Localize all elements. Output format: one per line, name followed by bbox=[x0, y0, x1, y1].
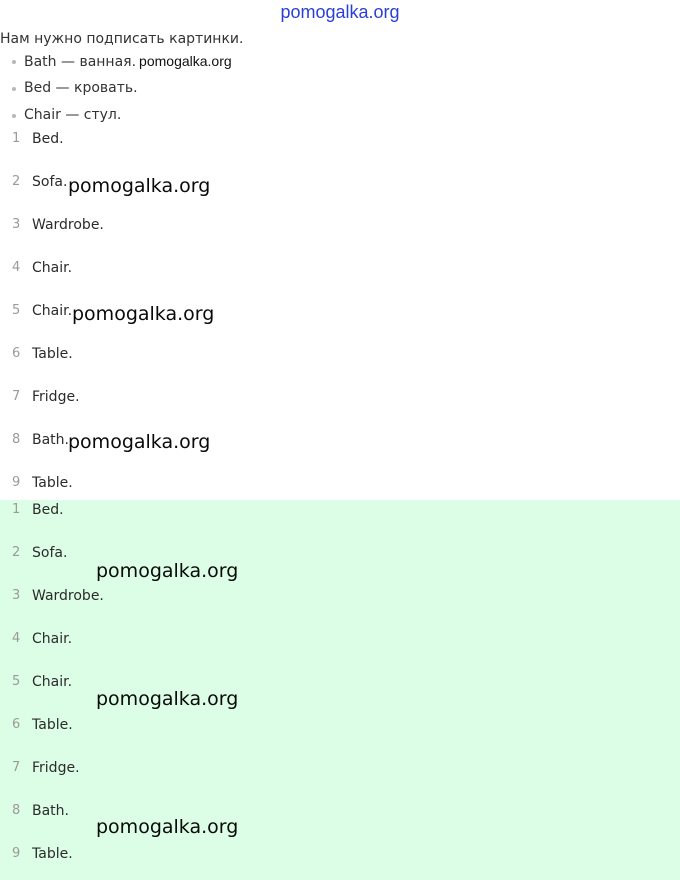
answer-text: Bath. bbox=[32, 803, 69, 819]
answer-number: 1 bbox=[12, 502, 21, 517]
vocabulary-item bbox=[12, 52, 232, 79]
watermark: pomogalka.org bbox=[96, 816, 239, 838]
answer-text: Chair. bbox=[32, 674, 73, 690]
answer-number: 3 bbox=[12, 217, 21, 232]
answer-number: 7 bbox=[12, 760, 21, 775]
answer-text: Table. bbox=[32, 475, 73, 491]
vocabulary-text: Chair — стул. bbox=[24, 107, 122, 123]
answer-number: 7 bbox=[12, 389, 21, 404]
watermark: pomogalka.org bbox=[96, 560, 239, 582]
answer-row bbox=[0, 629, 680, 649]
answer-text: Wardrobe. bbox=[32, 217, 104, 233]
bullet-icon bbox=[12, 114, 16, 118]
vocabulary-item bbox=[12, 79, 232, 106]
answer-text: Wardrobe. bbox=[32, 588, 104, 604]
answer-text: Table. bbox=[32, 346, 73, 362]
answer-row bbox=[0, 258, 680, 278]
answer-text: Chair. bbox=[32, 631, 73, 647]
answer-text: Fridge. bbox=[32, 760, 80, 776]
answer-number: 6 bbox=[12, 717, 21, 732]
answer-number: 8 bbox=[12, 803, 21, 818]
answer-text: Sofa. bbox=[32, 545, 68, 561]
answer-text: Table. bbox=[32, 846, 73, 862]
inline-watermark: pomogalka.org bbox=[139, 53, 232, 69]
answer-number: 9 bbox=[12, 475, 21, 490]
answer-text: Chair. bbox=[32, 260, 73, 276]
vocabulary-text: Bed — кровать. bbox=[24, 80, 138, 96]
watermark: pomogalka.org bbox=[68, 431, 211, 453]
answer-number: 3 bbox=[12, 588, 21, 603]
answer-number: 2 bbox=[12, 174, 21, 189]
answer-number: 5 bbox=[12, 303, 21, 318]
answer-text: Bath. bbox=[32, 432, 69, 448]
answer-text: Bed. bbox=[32, 502, 64, 518]
bullet-icon bbox=[12, 60, 16, 64]
answer-row bbox=[0, 500, 680, 520]
answer-number: 4 bbox=[12, 260, 21, 275]
answer-text: Chair. bbox=[32, 303, 73, 319]
answer-text: Table. bbox=[32, 717, 73, 733]
vocabulary-text: Bath — ванная. bbox=[24, 54, 137, 70]
answer-number: 5 bbox=[12, 674, 21, 689]
answer-row bbox=[0, 473, 680, 493]
answer-number: 2 bbox=[12, 545, 21, 560]
answer-number: 8 bbox=[12, 432, 21, 447]
answer-row bbox=[0, 715, 680, 735]
answer-row bbox=[0, 844, 680, 864]
watermark: pomogalka.org bbox=[68, 175, 211, 197]
site-header-watermark: pomogalka.org bbox=[280, 2, 400, 22]
watermark: pomogalka.org bbox=[96, 688, 239, 710]
answer-row bbox=[0, 129, 680, 149]
answer-row bbox=[0, 215, 680, 235]
answer-number: 4 bbox=[12, 631, 21, 646]
answer-row bbox=[0, 758, 680, 778]
intro-text: Нам нужно подписать картинки. bbox=[0, 31, 244, 47]
answer-text: Bed. bbox=[32, 131, 64, 147]
watermark: pomogalka.org bbox=[72, 303, 215, 325]
answer-row bbox=[0, 387, 680, 407]
answer-text: Fridge. bbox=[32, 389, 80, 405]
answer-number: 6 bbox=[12, 346, 21, 361]
answer-row bbox=[0, 586, 680, 606]
answer-row bbox=[0, 344, 680, 364]
answer-number: 1 bbox=[12, 131, 21, 146]
bullet-icon bbox=[12, 87, 16, 91]
vocabulary-list bbox=[12, 52, 232, 133]
answer-number: 9 bbox=[12, 846, 21, 861]
answer-text: Sofa. bbox=[32, 174, 68, 190]
